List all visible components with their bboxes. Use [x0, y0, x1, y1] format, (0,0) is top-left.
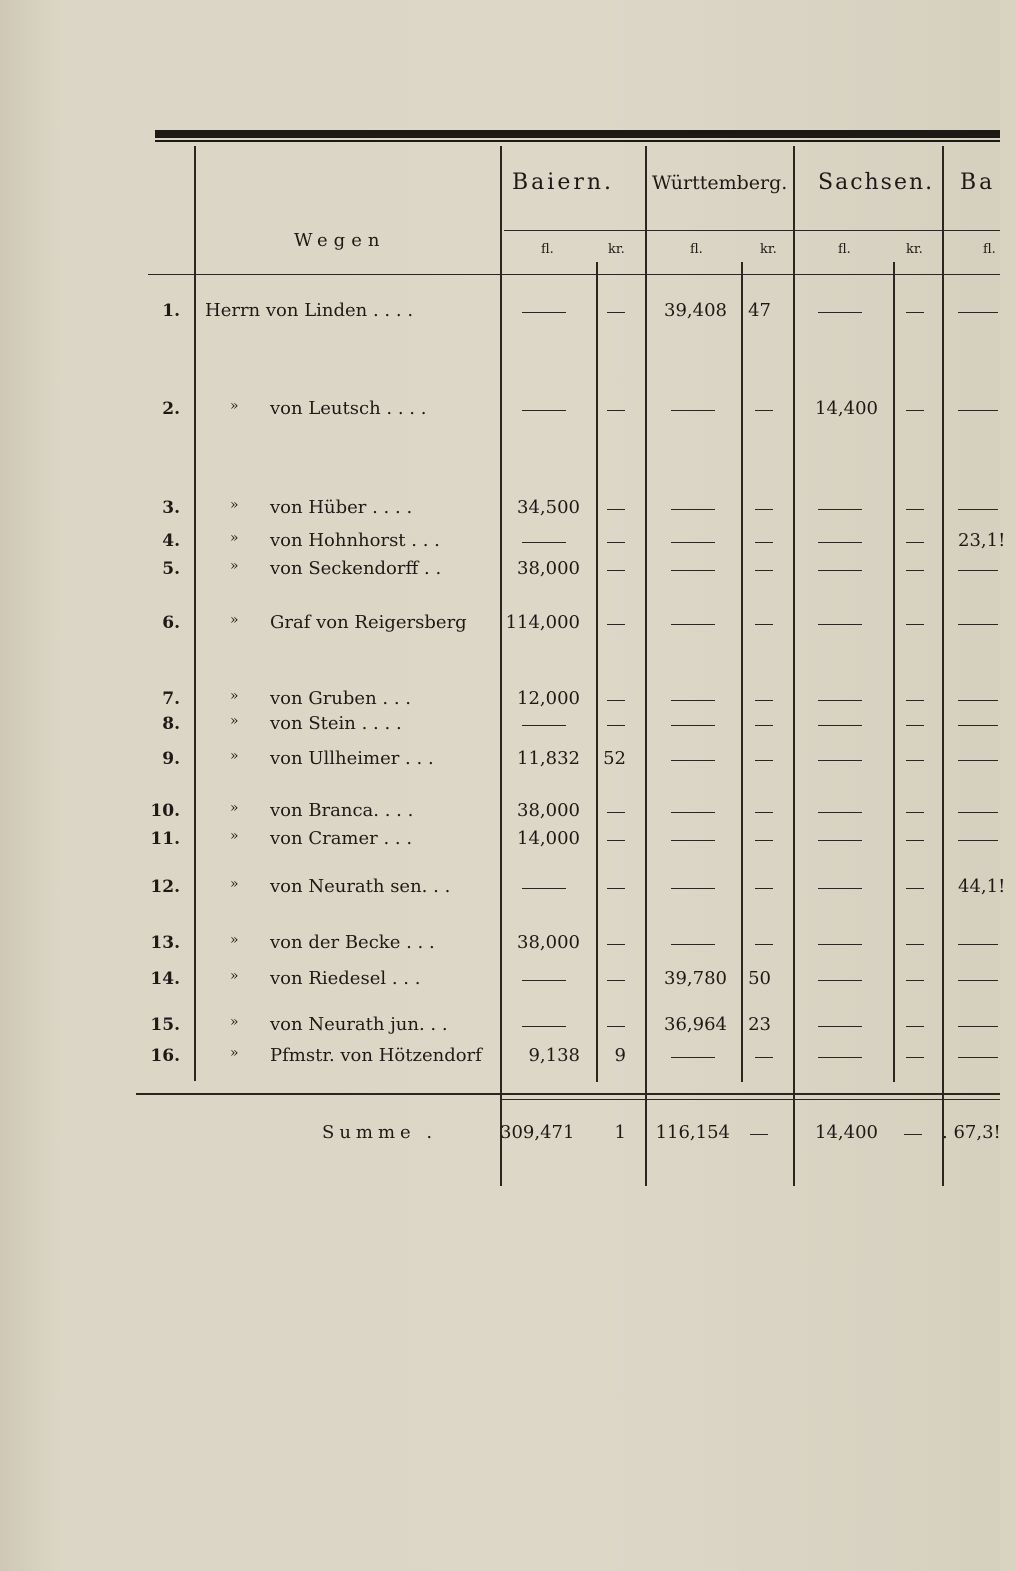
row-ditto-mark: » [230, 688, 239, 704]
cell-wuert-kr: 50 [748, 968, 771, 989]
row-name: von Neurath jun. . . [270, 1014, 448, 1035]
cell-baiern-kr: 52 [603, 748, 626, 769]
total-wuert-fl: 116,154 [655, 1122, 730, 1143]
row-index: 12. [150, 877, 180, 897]
empty-cell-dash [755, 760, 773, 761]
row-ditto-mark: » [230, 612, 239, 628]
col-line-baiern-left [500, 146, 502, 1186]
empty-cell-dash [958, 312, 998, 313]
empty-cell-dash [818, 1057, 862, 1058]
empty-cell-dash [671, 1057, 715, 1058]
row-index: 14. [150, 969, 180, 989]
row-name: Graf von Reigersberg [270, 612, 467, 633]
empty-cell-dash [607, 624, 625, 625]
empty-cell-dash [906, 410, 924, 411]
cell-baiern-fl: 38,000 [517, 932, 580, 953]
empty-cell-dash [958, 944, 998, 945]
col-line-wuert-kr [741, 262, 743, 1082]
header-rule [504, 230, 1000, 231]
empty-cell-dash [755, 570, 773, 571]
empty-cell-dash [958, 1026, 998, 1027]
total-sachsen-kr-dash [904, 1134, 922, 1135]
empty-cell-dash [671, 410, 715, 411]
empty-cell-dash [607, 410, 625, 411]
row-name: von Riedesel . . . [270, 968, 421, 989]
cell-wuert-fl: 36,964 [664, 1014, 727, 1035]
cell-wuert-fl: 39,780 [664, 968, 727, 989]
empty-cell-dash [818, 700, 862, 701]
total-label: Summe . [322, 1122, 438, 1143]
row-index: 16. [150, 1046, 180, 1066]
empty-cell-dash [607, 944, 625, 945]
row-name: von Seckendorff . . [270, 558, 442, 579]
empty-cell-dash [671, 624, 715, 625]
row-index: 13. [150, 933, 180, 953]
empty-cell-dash [671, 760, 715, 761]
row-ditto-mark: » [230, 398, 239, 414]
row-index: 1. [162, 301, 180, 321]
unit-kr: kr. [760, 242, 777, 257]
empty-cell-dash [906, 1057, 924, 1058]
cell-wuert-kr: 23 [748, 1014, 771, 1035]
row-ditto-mark: » [230, 530, 239, 546]
row-ditto-mark: » [230, 558, 239, 574]
row-name: Herrn von Linden . . . . [205, 300, 414, 321]
empty-cell-dash [906, 888, 924, 889]
row-name: von Gruben . . . [270, 688, 411, 709]
row-name: Pfmstr. von Hötzendorf [270, 1045, 482, 1066]
row-ditto-mark: » [230, 932, 239, 948]
unit-fl: fl. [541, 242, 554, 257]
empty-cell-dash [818, 812, 862, 813]
header-bottom-rule [148, 274, 1000, 275]
empty-cell-dash [958, 980, 998, 981]
empty-cell-dash [755, 410, 773, 411]
row-name: von Neurath sen. . . [270, 876, 451, 897]
row-index: 11. [150, 829, 180, 849]
empty-cell-dash [906, 1026, 924, 1027]
col-line-baiern-kr [596, 262, 598, 1082]
empty-cell-dash [755, 812, 773, 813]
empty-cell-dash [818, 1026, 862, 1027]
row-index: 2. [162, 399, 180, 419]
row-name: von Cramer . . . [270, 828, 413, 849]
row-index: 6. [162, 613, 180, 633]
empty-cell-dash [818, 312, 862, 313]
empty-cell-dash [671, 812, 715, 813]
empty-cell-dash [755, 700, 773, 701]
row-index: 7. [162, 689, 180, 709]
total-baiern-fl: 309,471 [500, 1122, 575, 1143]
empty-cell-dash [607, 700, 625, 701]
cell-sachsen-fl: 14,400 [815, 398, 878, 419]
empty-cell-dash [671, 570, 715, 571]
empty-cell-dash [522, 980, 566, 981]
col-line-sachsen-left [793, 146, 795, 1186]
total-rule [136, 1093, 1000, 1095]
row-name: von Hüber . . . . [270, 497, 413, 518]
empty-cell-dash [755, 624, 773, 625]
empty-cell-dash [906, 312, 924, 313]
empty-cell-dash [958, 725, 998, 726]
row-ditto-mark: » [230, 713, 239, 729]
empty-cell-dash [818, 542, 862, 543]
row-ditto-mark: » [230, 1045, 239, 1061]
empty-cell-dash [958, 700, 998, 701]
cell-baiern-fl: 38,000 [517, 800, 580, 821]
row-ditto-mark: » [230, 497, 239, 513]
row-ditto-mark: » [230, 800, 239, 816]
row-name: von Stein . . . . [270, 713, 402, 734]
cell-wuert-kr: 47 [748, 300, 771, 321]
empty-cell-dash [522, 542, 566, 543]
empty-cell-dash [671, 944, 715, 945]
unit-kr: kr. [608, 242, 625, 257]
total-baiern-kr: 1 [614, 1122, 626, 1143]
header-wegen: Wegen [294, 230, 386, 251]
empty-cell-dash [906, 570, 924, 571]
row-index: 9. [162, 749, 180, 769]
empty-cell-dash [906, 725, 924, 726]
empty-cell-dash [906, 812, 924, 813]
empty-cell-dash [607, 1026, 625, 1027]
row-name: von der Becke . . . [270, 932, 435, 953]
empty-cell-dash [906, 700, 924, 701]
empty-cell-dash [671, 840, 715, 841]
empty-cell-dash [755, 509, 773, 510]
empty-cell-dash [522, 888, 566, 889]
col-line-sachsen-kr [893, 262, 895, 1082]
empty-cell-dash [958, 812, 998, 813]
header-state-sachsen: Sachsen. [818, 170, 935, 195]
row-ditto-mark: » [230, 968, 239, 984]
row-index: 5. [162, 559, 180, 579]
empty-cell-dash [906, 624, 924, 625]
empty-cell-dash [522, 410, 566, 411]
empty-cell-dash [607, 840, 625, 841]
empty-cell-dash [906, 980, 924, 981]
cell-baiern-fl: 9,138 [528, 1045, 580, 1066]
empty-cell-dash [755, 888, 773, 889]
empty-cell-dash [607, 812, 625, 813]
cell-wuert-fl: 39,408 [664, 300, 727, 321]
empty-cell-dash [818, 888, 862, 889]
empty-cell-dash [958, 509, 998, 510]
empty-cell-dash [906, 840, 924, 841]
empty-cell-dash [607, 888, 625, 889]
empty-cell-dash [671, 725, 715, 726]
empty-cell-dash [522, 1026, 566, 1027]
empty-cell-dash [818, 840, 862, 841]
top-thick-rule [155, 130, 1000, 138]
empty-cell-dash [671, 700, 715, 701]
header-state-wuerttemberg: Württemberg. [652, 172, 788, 194]
empty-cell-dash [607, 542, 625, 543]
col-line-name-left [194, 146, 196, 1081]
empty-cell-dash [818, 725, 862, 726]
empty-cell-dash [522, 725, 566, 726]
row-index: 15. [150, 1015, 180, 1035]
empty-cell-dash [906, 509, 924, 510]
empty-cell-dash [607, 725, 625, 726]
row-index: 10. [150, 801, 180, 821]
cell-ba-fl: 44,1! [958, 876, 1006, 897]
empty-cell-dash [958, 624, 998, 625]
row-index: 8. [162, 714, 180, 734]
empty-cell-dash [755, 944, 773, 945]
header-state-baiern: Baiern. [512, 170, 615, 195]
empty-cell-dash [755, 1057, 773, 1058]
empty-cell-dash [818, 624, 862, 625]
empty-cell-dash [906, 760, 924, 761]
empty-cell-dash [607, 570, 625, 571]
total-sachsen-fl: 14,400 [815, 1122, 878, 1143]
row-name: von Ullheimer . . . [270, 748, 434, 769]
row-name: von Leutsch . . . . [270, 398, 427, 419]
row-name: von Branca. . . . [270, 800, 414, 821]
unit-fl: fl. [838, 242, 851, 257]
empty-cell-dash [818, 509, 862, 510]
cell-ba-fl: 23,1! [958, 530, 1006, 551]
empty-cell-dash [906, 542, 924, 543]
row-index: 3. [162, 498, 180, 518]
empty-cell-dash [671, 542, 715, 543]
empty-cell-dash [755, 840, 773, 841]
empty-cell-dash [755, 542, 773, 543]
row-index: 4. [162, 531, 180, 551]
empty-cell-dash [958, 840, 998, 841]
col-line-ba-left [942, 146, 944, 1186]
empty-cell-dash [522, 312, 566, 313]
row-ditto-mark: » [230, 828, 239, 844]
total-ba-fl: . 67,3! [942, 1122, 1001, 1143]
empty-cell-dash [607, 980, 625, 981]
row-ditto-mark: » [230, 876, 239, 892]
cell-baiern-kr: 9 [614, 1045, 626, 1066]
cell-baiern-fl: 114,000 [505, 612, 580, 633]
unit-fl: fl. [690, 242, 703, 257]
empty-cell-dash [818, 570, 862, 571]
empty-cell-dash [958, 410, 998, 411]
empty-cell-dash [958, 760, 998, 761]
cell-baiern-fl: 34,500 [517, 497, 580, 518]
row-name: von Hohnhorst . . . [270, 530, 440, 551]
empty-cell-dash [755, 725, 773, 726]
cell-baiern-fl: 14,000 [517, 828, 580, 849]
empty-cell-dash [958, 570, 998, 571]
unit-kr: kr. [906, 242, 923, 257]
cell-baiern-fl: 12,000 [517, 688, 580, 709]
empty-cell-dash [607, 312, 625, 313]
header-state-ba: Ba [960, 170, 996, 195]
cell-baiern-fl: 11,832 [517, 748, 580, 769]
empty-cell-dash [671, 509, 715, 510]
total-wuert-kr-dash [750, 1134, 768, 1135]
empty-cell-dash [958, 1057, 998, 1058]
row-ditto-mark: » [230, 748, 239, 764]
empty-cell-dash [607, 509, 625, 510]
empty-cell-dash [671, 888, 715, 889]
empty-cell-dash [906, 944, 924, 945]
row-ditto-mark: » [230, 1014, 239, 1030]
total-rule-thin [500, 1099, 1000, 1100]
empty-cell-dash [818, 944, 862, 945]
empty-cell-dash [818, 980, 862, 981]
empty-cell-dash [818, 760, 862, 761]
cell-baiern-fl: 38,000 [517, 558, 580, 579]
top-thin-rule [155, 140, 1000, 142]
unit-fl: fl. [983, 242, 996, 257]
